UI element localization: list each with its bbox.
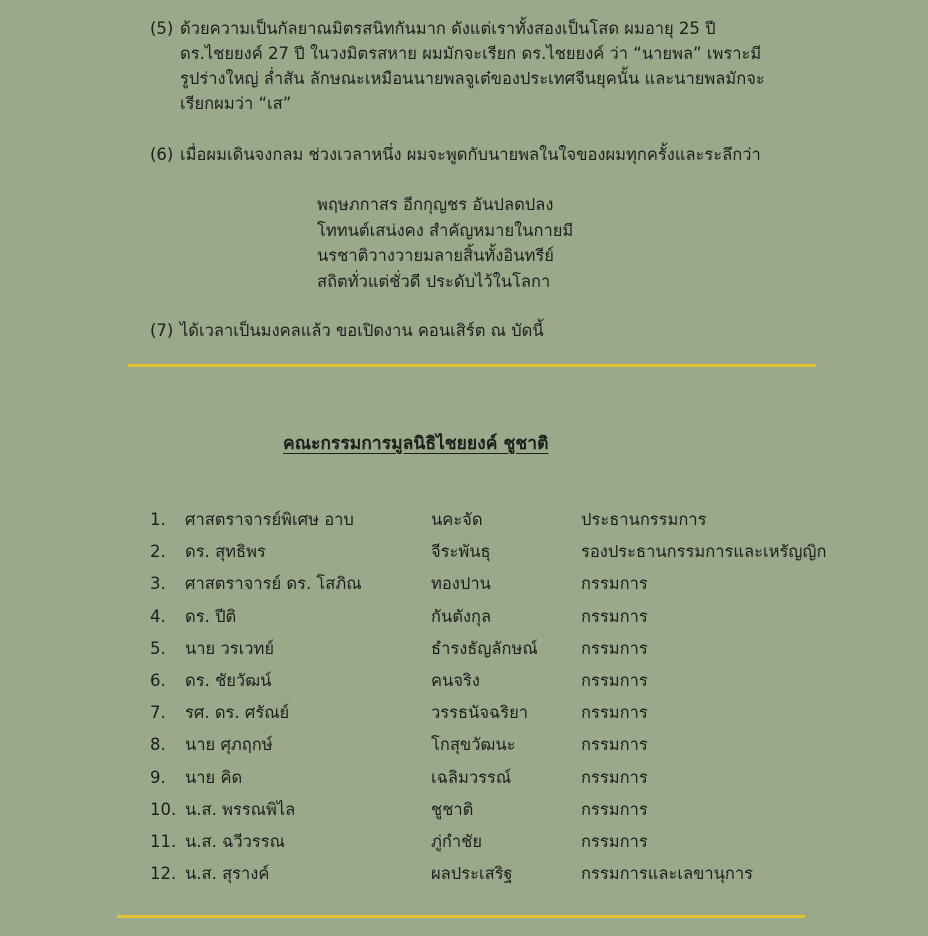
paragraph-line: รูปร่างใหญ่ ล่ำสัน ลักษณะเหมือนนายพลจูเต๋ของประเทศจีนยุคนั้น และนายพลมักจะ xyxy=(180,69,765,88)
member-number: 1. xyxy=(150,510,166,529)
section-divider-bottom xyxy=(117,915,805,918)
member-position: กรรมการ xyxy=(581,831,648,851)
member-surname: ธำรงธัญลักษณ์ xyxy=(431,638,538,658)
member-name: น.ส. สุรางค์ xyxy=(185,864,270,884)
member-name: ศาสตราจารย์พิเศษ อาบ xyxy=(185,510,354,529)
member-number: 6. xyxy=(150,670,166,690)
member-surname: คนจริง xyxy=(431,670,480,690)
member-position: กรรมการ xyxy=(581,767,648,787)
member-number: 4. xyxy=(150,606,166,626)
member-position: กรรมการและเลขานุการ xyxy=(581,864,754,884)
member-name: นาย คิด xyxy=(185,767,243,787)
member-position: กรรมการ xyxy=(581,735,648,755)
member-position: กรรมการ xyxy=(581,638,648,658)
member-number: 5. xyxy=(150,638,166,658)
member-position: รองประธานกรรมการและเหรัญญิก xyxy=(581,542,827,562)
member-name: ดร. ปีติ xyxy=(185,606,237,626)
section-divider-top xyxy=(128,364,816,367)
paragraph-line: ด้วยความเป็นกัลยาณมิตรสนิทกันมาก ดังแต่เราทั้งสองเป็นโสด ผมอายุ 25 ปี xyxy=(180,19,716,38)
member-name: ดร. ชัยวัฒน์ xyxy=(185,670,272,690)
member-name: นาย ศุภฤกษ์ xyxy=(185,735,273,755)
member-position: กรรมการ xyxy=(581,703,648,723)
poem-line: พฤษภกาสร อีกกุญชร อันปลดปลง xyxy=(317,195,554,214)
member-name: ศาสตราจารย์ ดร. โสภิณ xyxy=(185,574,362,594)
member-surname: เฉลิมวรรณ์ xyxy=(431,767,512,787)
poem-line: โททนต์เสน่งคง สำคัญหมายในกายมี xyxy=(317,220,574,240)
poem-verse xyxy=(317,192,573,294)
paragraph-line: ดร.ไชยยงค์ 27 ปี ในวงมิตรสหาย ผมมักจะเรียก ดร.ไชยยงค์ ว่า “นายพล” เพราะมี xyxy=(180,44,762,63)
member-surname: ทองปาน xyxy=(431,574,491,594)
member-number: 8. xyxy=(150,735,166,755)
member-name: นาย วรเวทย์ xyxy=(185,638,275,658)
member-surname: กันตังกุล xyxy=(431,606,492,626)
member-position: กรรมการ xyxy=(581,574,648,594)
member-position: กรรมการ xyxy=(581,606,648,626)
paragraph-number: (5) xyxy=(150,19,174,38)
paragraph-number: (6) xyxy=(150,145,174,164)
member-surname: โกสุขวัฒนะ xyxy=(431,735,516,755)
member-name: น.ส. พรรณพิไล xyxy=(185,799,296,819)
paragraph-7 xyxy=(150,318,544,343)
member-surname: นคะจัด xyxy=(431,510,483,529)
paragraph-text: ได้เวลาเป็นมงคลแล้ว ขอเปิดงาน คอนเสิร์ต ณ บัดนี้ xyxy=(180,321,544,340)
member-number: 7. xyxy=(150,703,166,723)
member-position: ประธานกรรมการ xyxy=(581,510,707,529)
member-position: กรรมการ xyxy=(581,670,648,690)
member-number: 2. xyxy=(150,542,166,562)
member-name: รศ. ดร. ศรัณย์ xyxy=(185,703,290,723)
poem-line: นรชาติวางวายมลายสิ้นทั้งอินทรีย์ xyxy=(317,246,554,265)
member-position: กรรมการ xyxy=(581,799,648,819)
paragraph-text: เมื่อผมเดินจงกลม ช่วงเวลาหนึ่ง ผมจะพูดกับนายพลในใจของผมทุกครั้งและระลึกว่า xyxy=(180,145,761,164)
member-name: ดร. สุทธิพร xyxy=(185,542,266,562)
committee-title: คณะกรรมการมูลนิธิไชยยงค์ ชูชาติ xyxy=(283,434,549,454)
member-number: 12. xyxy=(150,864,177,884)
paragraph-line: เรียกผมว่า “เส” xyxy=(180,94,292,113)
member-surname: จีระพันธุ xyxy=(431,542,491,562)
member-number: 10. xyxy=(150,799,177,819)
poem-line: สถิตทั่วแต่ชั่วดี ประดับไว้ในโลกา xyxy=(317,271,551,291)
member-number: 11. xyxy=(150,831,177,851)
member-number: 9. xyxy=(150,767,166,787)
paragraph-6 xyxy=(150,142,761,167)
member-name: น.ส. ฉวีวรรณ xyxy=(185,831,285,851)
member-surname: ผลประเสริฐ xyxy=(431,864,513,884)
member-surname: วรรธนัจฉริยา xyxy=(431,703,529,723)
member-number: 3. xyxy=(150,574,166,594)
member-surname: ภู่กำชัย xyxy=(431,831,482,851)
member-surname: ชูชาติ xyxy=(431,799,474,819)
paragraph-5 xyxy=(150,16,765,116)
paragraph-number: (7) xyxy=(150,321,174,340)
